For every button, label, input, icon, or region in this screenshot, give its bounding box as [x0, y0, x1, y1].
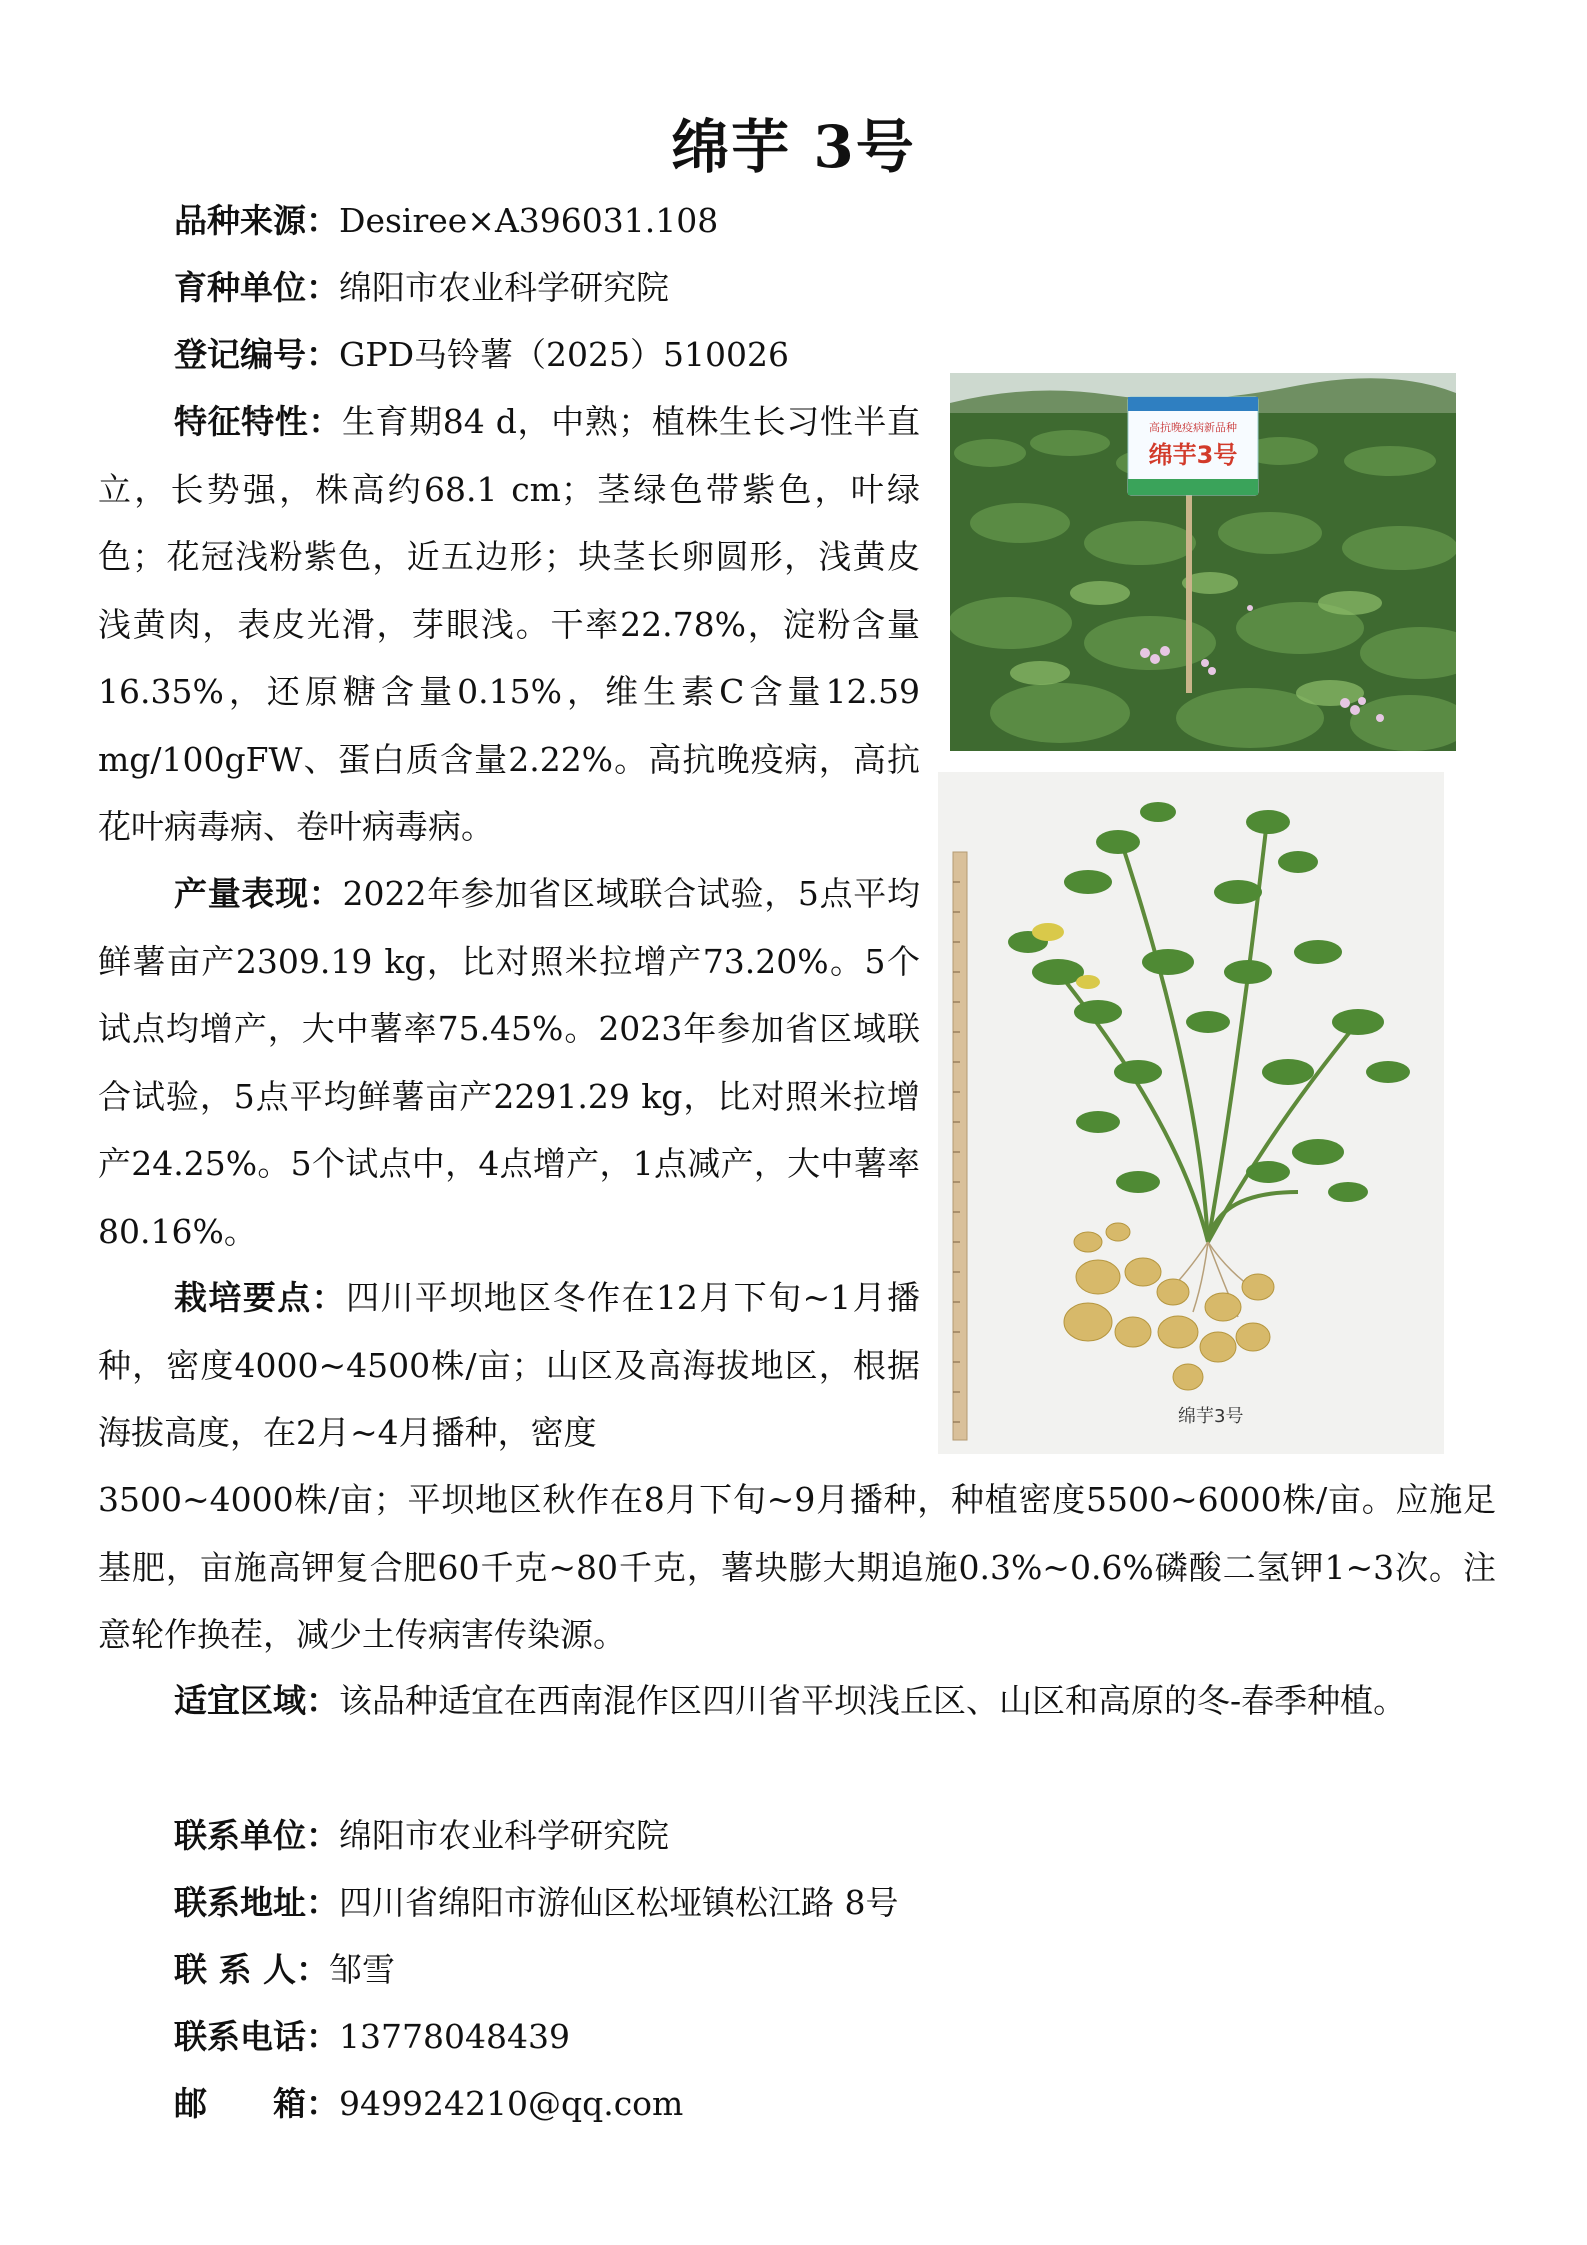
contact-person-line	[174, 1936, 395, 2004]
contact-phone-line	[174, 2003, 570, 2071]
variety-source-label: 品种来源：	[174, 201, 339, 240]
contact-person-label: 联 系 人：	[174, 1950, 329, 1989]
plant-photo-caption: 绵芋3号	[1178, 1406, 1244, 1427]
contact-unit-line	[174, 1802, 669, 1870]
contact-email-label: 邮 箱：	[174, 2084, 339, 2123]
traits-paragraph	[98, 388, 920, 861]
registration-value: GPD马铃薯（2025）510026	[339, 335, 789, 374]
cultivation-text-2: 3500~4000株/亩；平坝地区秋作在8月下旬~9月播种，种植密度5500~6000株/亩。应施足基肥，亩施高钾复合肥60千克~80千克，薯块膨大期追施0.3%~0.6%磷酸二氢钾1~3次。注意轮作换茬，减少土传病害传染源。	[98, 1480, 1496, 1654]
contact-address-line	[174, 1869, 899, 1937]
field-photo-illustration	[950, 373, 1456, 751]
cultivation-continued	[98, 1466, 1496, 1669]
traits-text: 生育期84 d，中熟；植株生长习性半直立，长势强，株高约68.1 cm；茎绿色带紫色，叶绿色；花冠浅粉紫色，近五边形；块茎长卵圆形，浅黄皮浅黄肉，表皮光滑，芽眼浅。干率22.78%，淀粉含量16.35%，还原糖含量0.15%，维生素C含量12.59 mg/100gFW、蛋白质含量2.22%。高抗晚疫病，高抗花叶病毒病、卷叶病毒病。	[98, 402, 920, 846]
contact-phone-label: 联系电话：	[174, 2017, 339, 2056]
breeder-value: 绵阳市农业科学研究院	[339, 268, 669, 307]
yield-text: 2022年参加省区域联合试验，5点平均鲜薯亩产2309.19 kg，比对照米拉增产73.20%。5个试点均增产，大中薯率75.45%。2023年参加省区域联合试验，5点平均鲜薯亩产2291.29 kg，比对照米拉增产24.25%。5个试点中，4点增产，1点减产，大中薯率80.16%。	[98, 874, 921, 1251]
sign-name-text: 绵芋3号	[1148, 441, 1238, 469]
page-title: 绵芋 3号	[671, 113, 916, 181]
contact-phone-value: 13778048439	[339, 2017, 570, 2056]
cultivation-label: 栽培要点：	[174, 1278, 347, 1317]
region-label: 适宜区域：	[174, 1681, 339, 1720]
contact-email-line	[174, 2070, 683, 2138]
plant-photo	[938, 772, 1444, 1454]
variety-source-value: Desiree×A396031.108	[339, 201, 719, 240]
contact-address-label: 联系地址：	[174, 1883, 339, 1922]
region-text: 该品种适宜在西南混作区四川省平坝浅丘区、山区和高原的冬-春季种植。	[339, 1681, 1407, 1720]
registration-label: 登记编号：	[174, 335, 339, 374]
plant-photo-illustration	[938, 772, 1444, 1454]
contact-unit-label: 联系单位：	[174, 1816, 339, 1855]
contact-person-value: 邹雪	[328, 1950, 395, 1989]
cultivation-text-1: 四川平坝地区冬作在12月下旬~1月播种，密度4000~4500株/亩；山区及高海拔地区，根据海拔高度，在2月~4月播种，密度	[98, 1278, 921, 1452]
registration-line	[174, 321, 789, 389]
yield-paragraph	[98, 860, 920, 1265]
field-photo	[950, 373, 1456, 751]
region-paragraph	[98, 1667, 1496, 1735]
breeder-line	[174, 254, 669, 322]
traits-label: 特征特性：	[174, 402, 342, 441]
cultivation-paragraph	[98, 1264, 920, 1467]
contact-unit-value: 绵阳市农业科学研究院	[339, 1816, 669, 1855]
contact-email-value: 949924210@qq.com	[339, 2084, 684, 2123]
breeder-label: 育种单位：	[174, 268, 339, 307]
contact-address-value: 四川省绵阳市游仙区松垭镇松江路 8号	[339, 1883, 899, 1922]
variety-source-line	[174, 187, 718, 255]
yield-label: 产量表现：	[174, 874, 343, 913]
sign-small-text: 高抗晚疫病新品种	[1149, 421, 1237, 434]
